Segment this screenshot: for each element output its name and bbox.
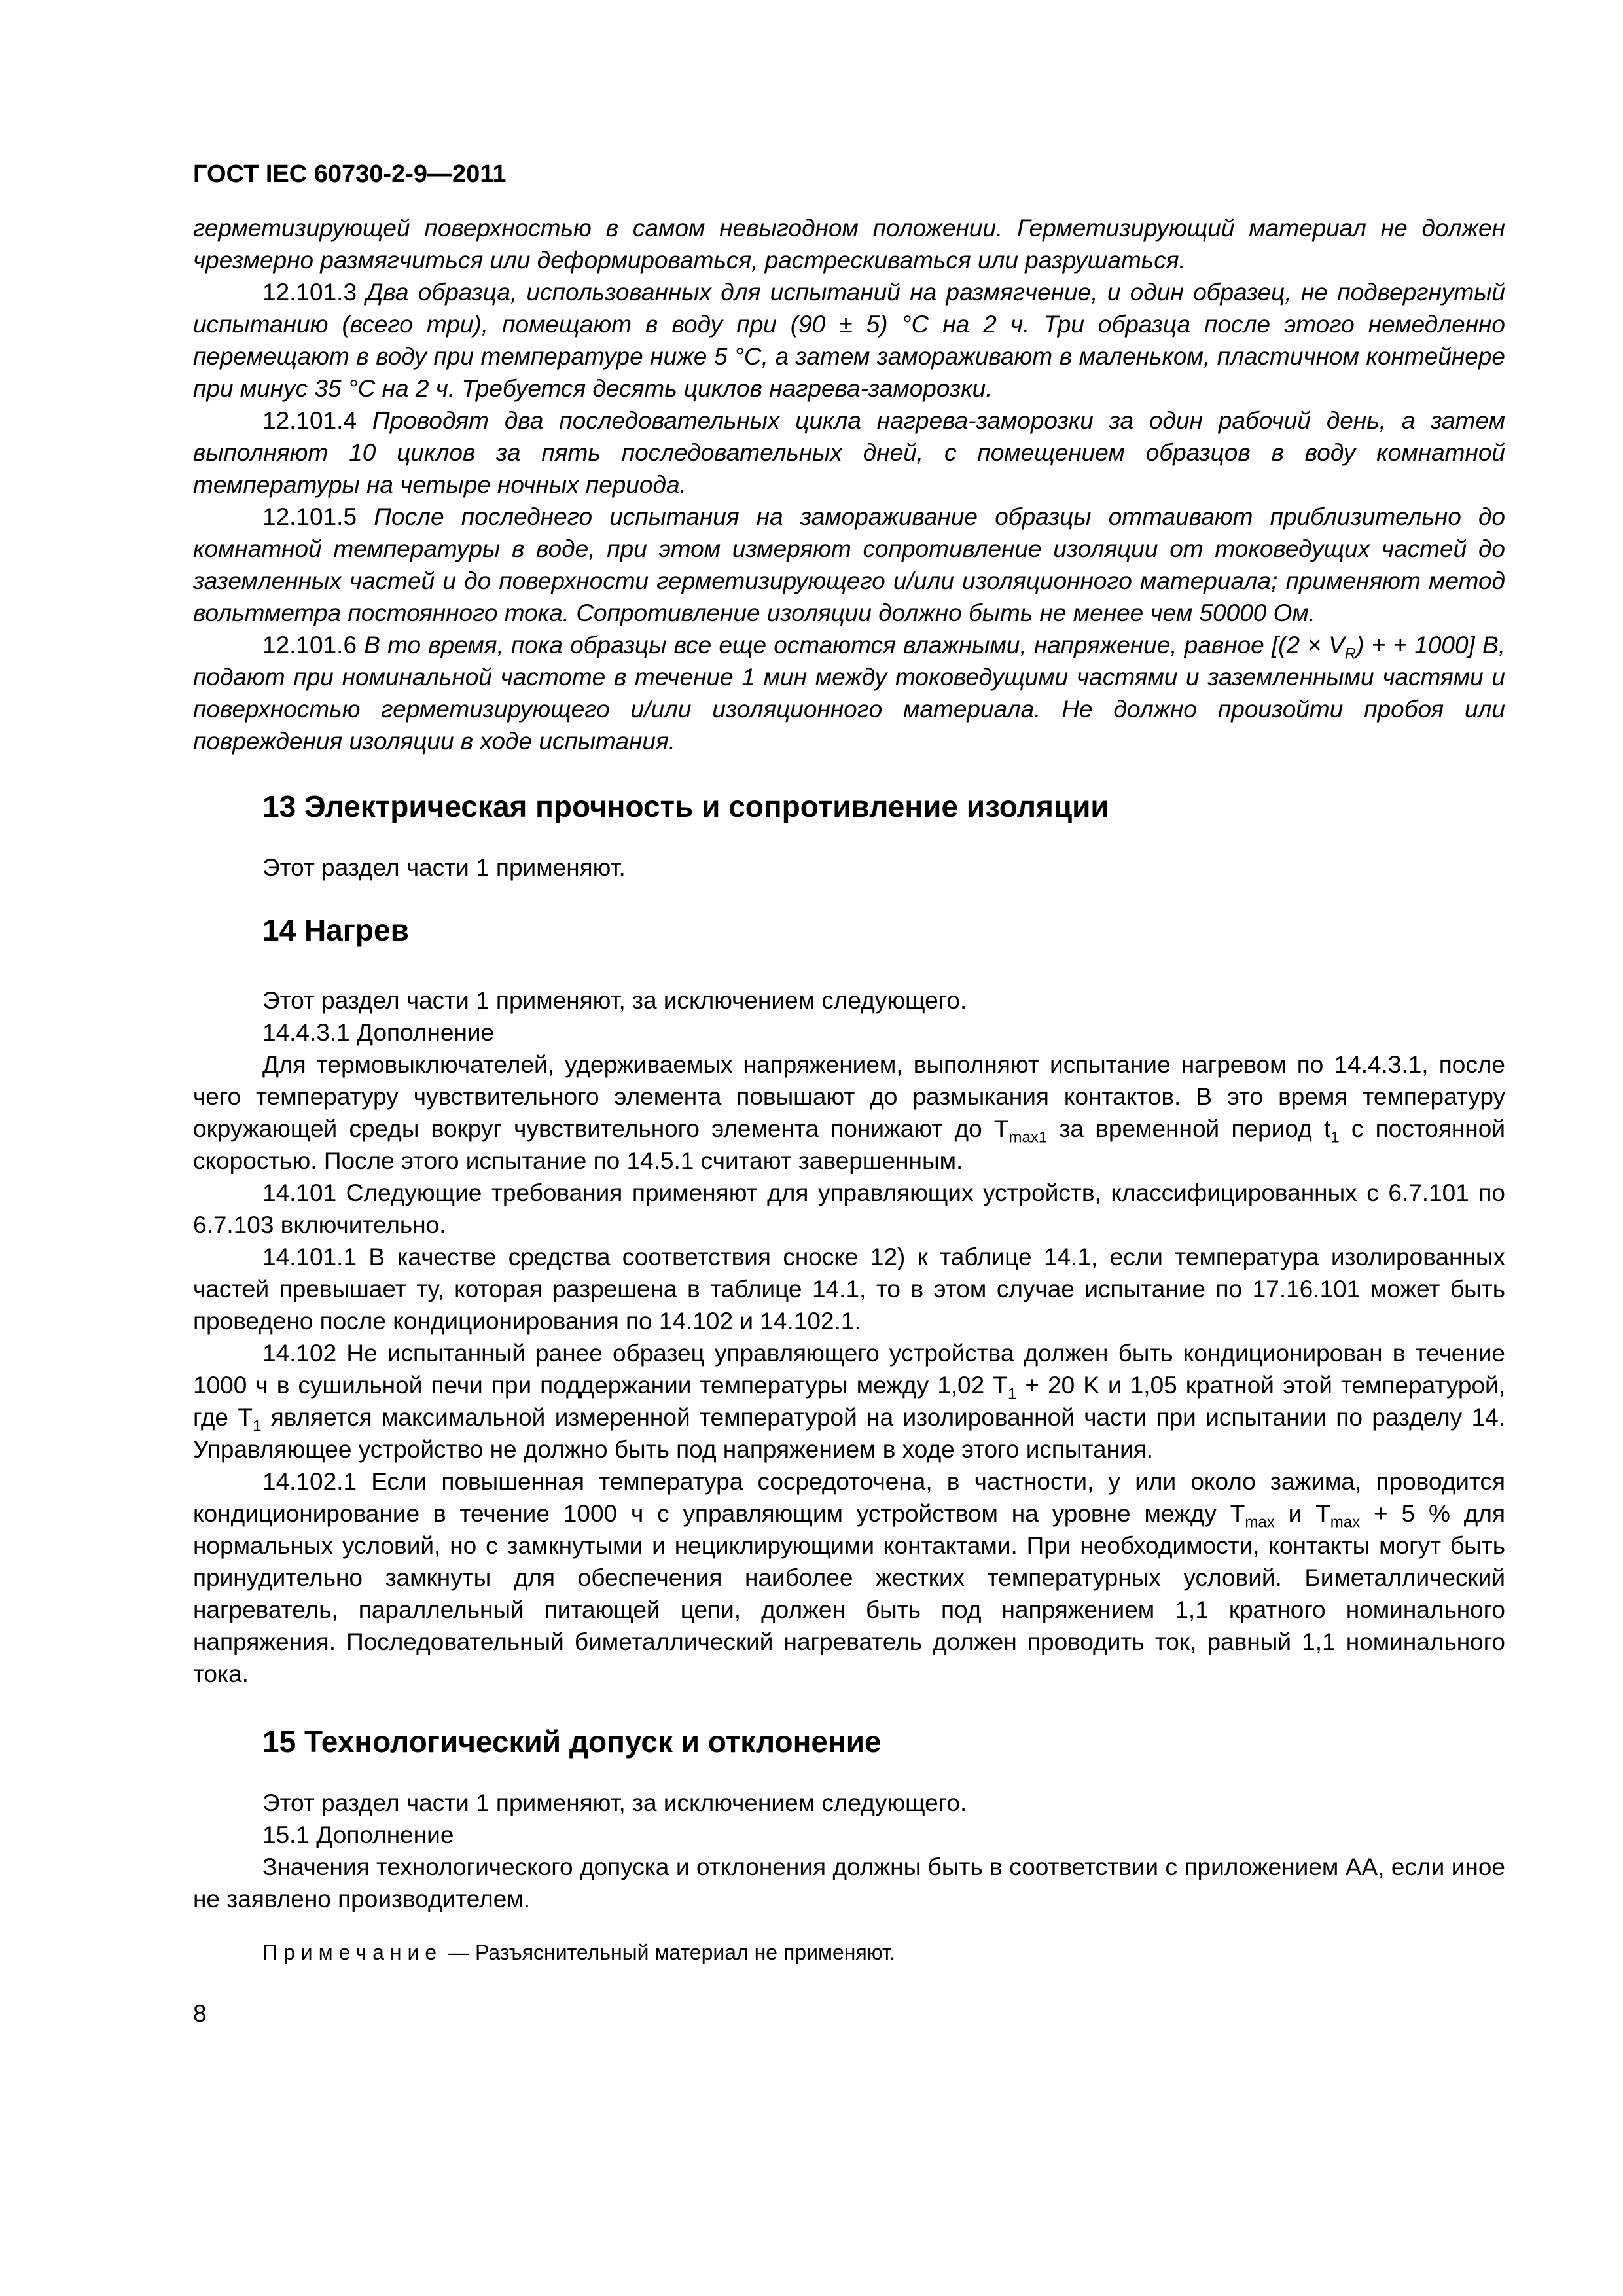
paragraph-12-101-3: 12.101.3 Два образца, использованных для испытаний на размягчение, и один образец, не подвергнутый испытанию (всего три), помещают в воду при (90 ± 5) °С на 2 ч. Три образца после этого немедленно перемещают в воду при температуре ниже 5 °С, а затем замораживают в маленьком, пластичном контейнере при минус 35 °С на 2 ч. Требуется десять циклов нагрева-заморозки.: [193, 279, 1506, 402]
section-heading-14: 14 Нагрев: [262, 913, 409, 947]
paragraph-14-101-1: 14.101.1 В качестве средства соответствия сноске 12) к таблице 14.1, если температура изолированных частей превышает ту, которая разрешена в таблице 14.1, то в этом случае испытание по 17.16.101 может быть проведено после кондиционирования по 14.102 и 14.102.1.: [193, 1244, 1505, 1335]
section-heading-13: 13 Электрическая прочность и сопротивление изоляции: [262, 789, 1109, 823]
paragraph: Для термовыключателей, удерживаемых напряжением, выполняют испытание нагревом по 14.4.3.1, после чего температуру чувствительного элемента повышают до размыкания контактов. В это время температуру окружающей среды вокруг чувствительного элемента понижают до $T_{max1}$ за временной период $t_1$ с постоянной скоростью. После этого испытание по 14.5.1 считают завершенным.: [193, 1051, 1505, 1174]
section-heading-15: 15 Технологический допуск и отклонение: [262, 1725, 882, 1759]
paragraph: Этот раздел части 1 применяют, за исключением следующего.: [262, 987, 967, 1014]
paragraph: 14.4.3.1 Дополнение: [262, 1019, 495, 1046]
paragraph: Этот раздел части 1 применяют.: [262, 854, 626, 881]
document-code: ГОСТ IEC 60730-2-9—2011: [193, 160, 507, 188]
paragraph: Значения технологического допуска и отклонения должны быть в соответствии с приложением AA, если иное не заявлено производителем.: [193, 1854, 1505, 1912]
paragraph-12-101-6: 12.101.6 В то время, пока образцы все еще остаются влажными, напряжение, равное [$(2 \times V_R)$ + + 1000] В, подают при номинальной частоте в течение 1 мин между токоведущими частями и заземленными частями и поверхностью герметизирующего и/или изоляционного материала. Не должно произойти пробоя или повреждения изоляции в ходе испытания.: [193, 632, 1505, 755]
paragraph: Этот раздел части 1 применяют, за исключением следующего.: [262, 1789, 967, 1816]
paragraph: герметизирующей поверхностью в самом невыгодном положении. Герметизирующий материал не должен чрезмерно размягчиться или деформироваться, растрескиваться или разрушаться.: [193, 215, 1505, 274]
paragraph-14-101: 14.101 Следующие требования применяют для управляющих устройств, классифицированных с 6.7.101 по 6.7.103 включительно.: [193, 1179, 1505, 1238]
page-number: 8: [193, 2000, 207, 2027]
note-label: Примечание: [262, 1941, 443, 1964]
note-text: — Разъяснительный материал не применяют.: [442, 1941, 896, 1964]
document-page: [193, 160, 1505, 2028]
paragraph-14-102-1: 14.102.1 Если повышенная температура сосредоточена, в частности, у или около зажима, проводится кондиционирование в течение 1000 ч с управляющим устройством на уровне между $T_{max}$ и $T_{max} + 5$ % для нормальных условий, но с замкнутыми и нециклирующими контактами. При необходимости, контакты могут быть принудительно замкнуты для обеспечения наиболее жестких температурных условий. Биметаллический нагреватель, параллельный питающей цепи, должен быть под напряжением 1,1 кратного номинального напряжения. Последовательный биметаллический нагреватель должен проводить ток, равный 1,1 номинального тока.: [193, 1468, 1505, 1687]
note: [193, 1937, 1505, 1967]
paragraph-12-101-4: 12.101.4 Проводят два последовательных цикла нагрева-заморозки за один рабочий день, а затем выполняют 10 циклов за пять последовательных дней, с помещением образцов в воду комнатной температуры на четыре ночных периода.: [193, 407, 1505, 498]
paragraph-12-101-5: 12.101.5 После последнего испытания на замораживание образцы оттаивают приблизительно до комнатной температуры в воде, при этом измеряют сопротивление изоляции от токоведущих частей до заземленных частей и до поверхности герметизирующего и/или изоляционного материала; применяют метод вольтметра постоянного тока. Сопротивление изоляции должно быть не менее чем 50000 Ом.: [193, 503, 1506, 626]
paragraph-14-102: 14.102 Не испытанный ранее образец управляющего устройства должен быть кондиционирован в течение 1000 ч в сушильной печи при поддержании температуры между 1,02 $T_1 + 20$ K и 1,05 кратной этой температурой, где $T_1$ является максимальной измеренной температурой на изолированной части при испытании по разделу 14. Управляющее устройство не должно быть под напряжением в ходе этого испытания.: [193, 1340, 1505, 1463]
paragraph: 15.1 Дополнение: [262, 1821, 454, 1848]
